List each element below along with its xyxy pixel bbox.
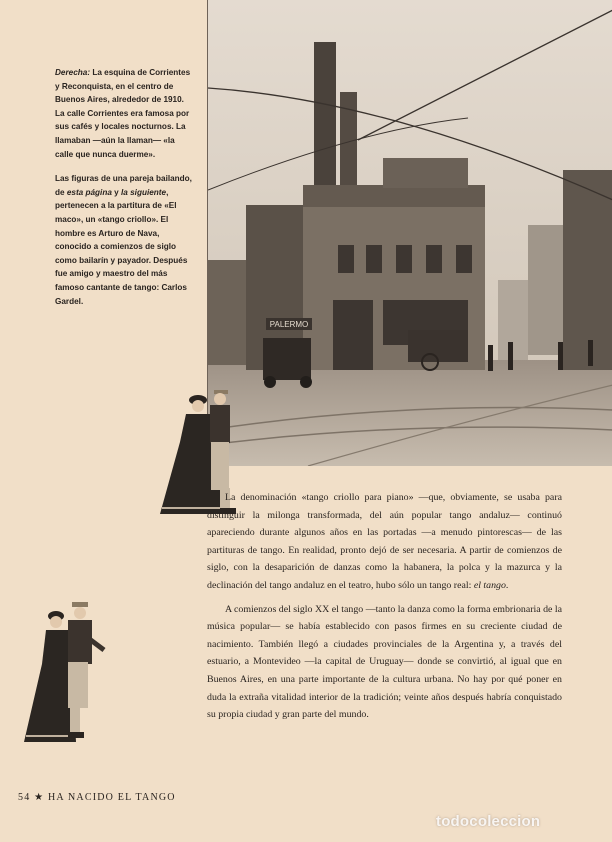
photo-caption (55, 66, 193, 319)
caption-text-2c: , pertenecen a la partitura de «El maco», un «tango criollo». El hombre es Arturo de Nava, conocido a comienzos de siglo como bailarín y payador. Después fue amigo y maestro del más famoso cantante de tango: Carlos Gardel. (55, 187, 188, 306)
caption-em-1: esta página (66, 187, 112, 197)
caption-text-1: La esquina de Corrientes y Reconquista, en el centro de Buenos Aires, alrededor de 1910. La calle Corrientes era famosa por sus cafés y locales nocturnos. La llamaban —aún la llaman— «la calle que nunca duerme». (55, 68, 191, 159)
running-title: HA NACIDO EL TANGO (47, 792, 176, 803)
palermo-sign: PALERMO (269, 320, 309, 329)
page-footer (18, 792, 176, 803)
page-number: 54 (18, 792, 31, 803)
caption-em-2: la siguiente (121, 187, 167, 197)
caption-text-2a: Las figuras de una pareja bailando, de (55, 174, 192, 197)
body-text-1a: La denominación «tango criollo para piano» —que, obviamente, se usaba para distinguir la milonga transformada, del aún popular tango andaluz— continuó apareciendo durante algunos años en las portadas —a menudo pintorescas— de las partituras de tango. En realidad, pronto dejó de ser necesaria. A partir de comienzos de siglo, con la desaparición de danzas como la habanera, la polca y la mazurca y la declinación del tango andaluz en el teatro, hubo sólo un tango real: (207, 492, 562, 591)
main-body-text (207, 489, 562, 730)
caption-paragraph-1 (55, 66, 193, 161)
caption-text-2b: y (111, 187, 122, 197)
body-em-1: el tango (473, 579, 506, 591)
body-text-1b: . (505, 579, 509, 591)
watermark: todocoleccion (436, 813, 541, 830)
body-paragraph-1 (207, 489, 562, 595)
body-paragraph-2: A comienzos del siglo XX el tango —tanto la danza como la forma embrionaria de la música popular— se había establecido con pasos firmes en su creciente ciudad de nacimiento. También llegó a ciudades provinciales de la Argentina y, a través del estuario, a Montevideo —la capital de Uruguay— donde se convirtió, al igual que en Buenos Aires, en una parte importante de la cultura urbana. No hay por qué poner en duda la extraña vitalidad interior de la tradición; veinte años después habría conquistado su propia ciudad y gran parte del mundo. (207, 603, 563, 721)
caption-paragraph-2 (55, 172, 193, 308)
street-photo (207, 0, 612, 466)
dancing-couple-illustration-2 (22, 598, 108, 748)
caption-lead: Derecha: (55, 68, 91, 77)
star-icon: ★ (34, 792, 45, 803)
